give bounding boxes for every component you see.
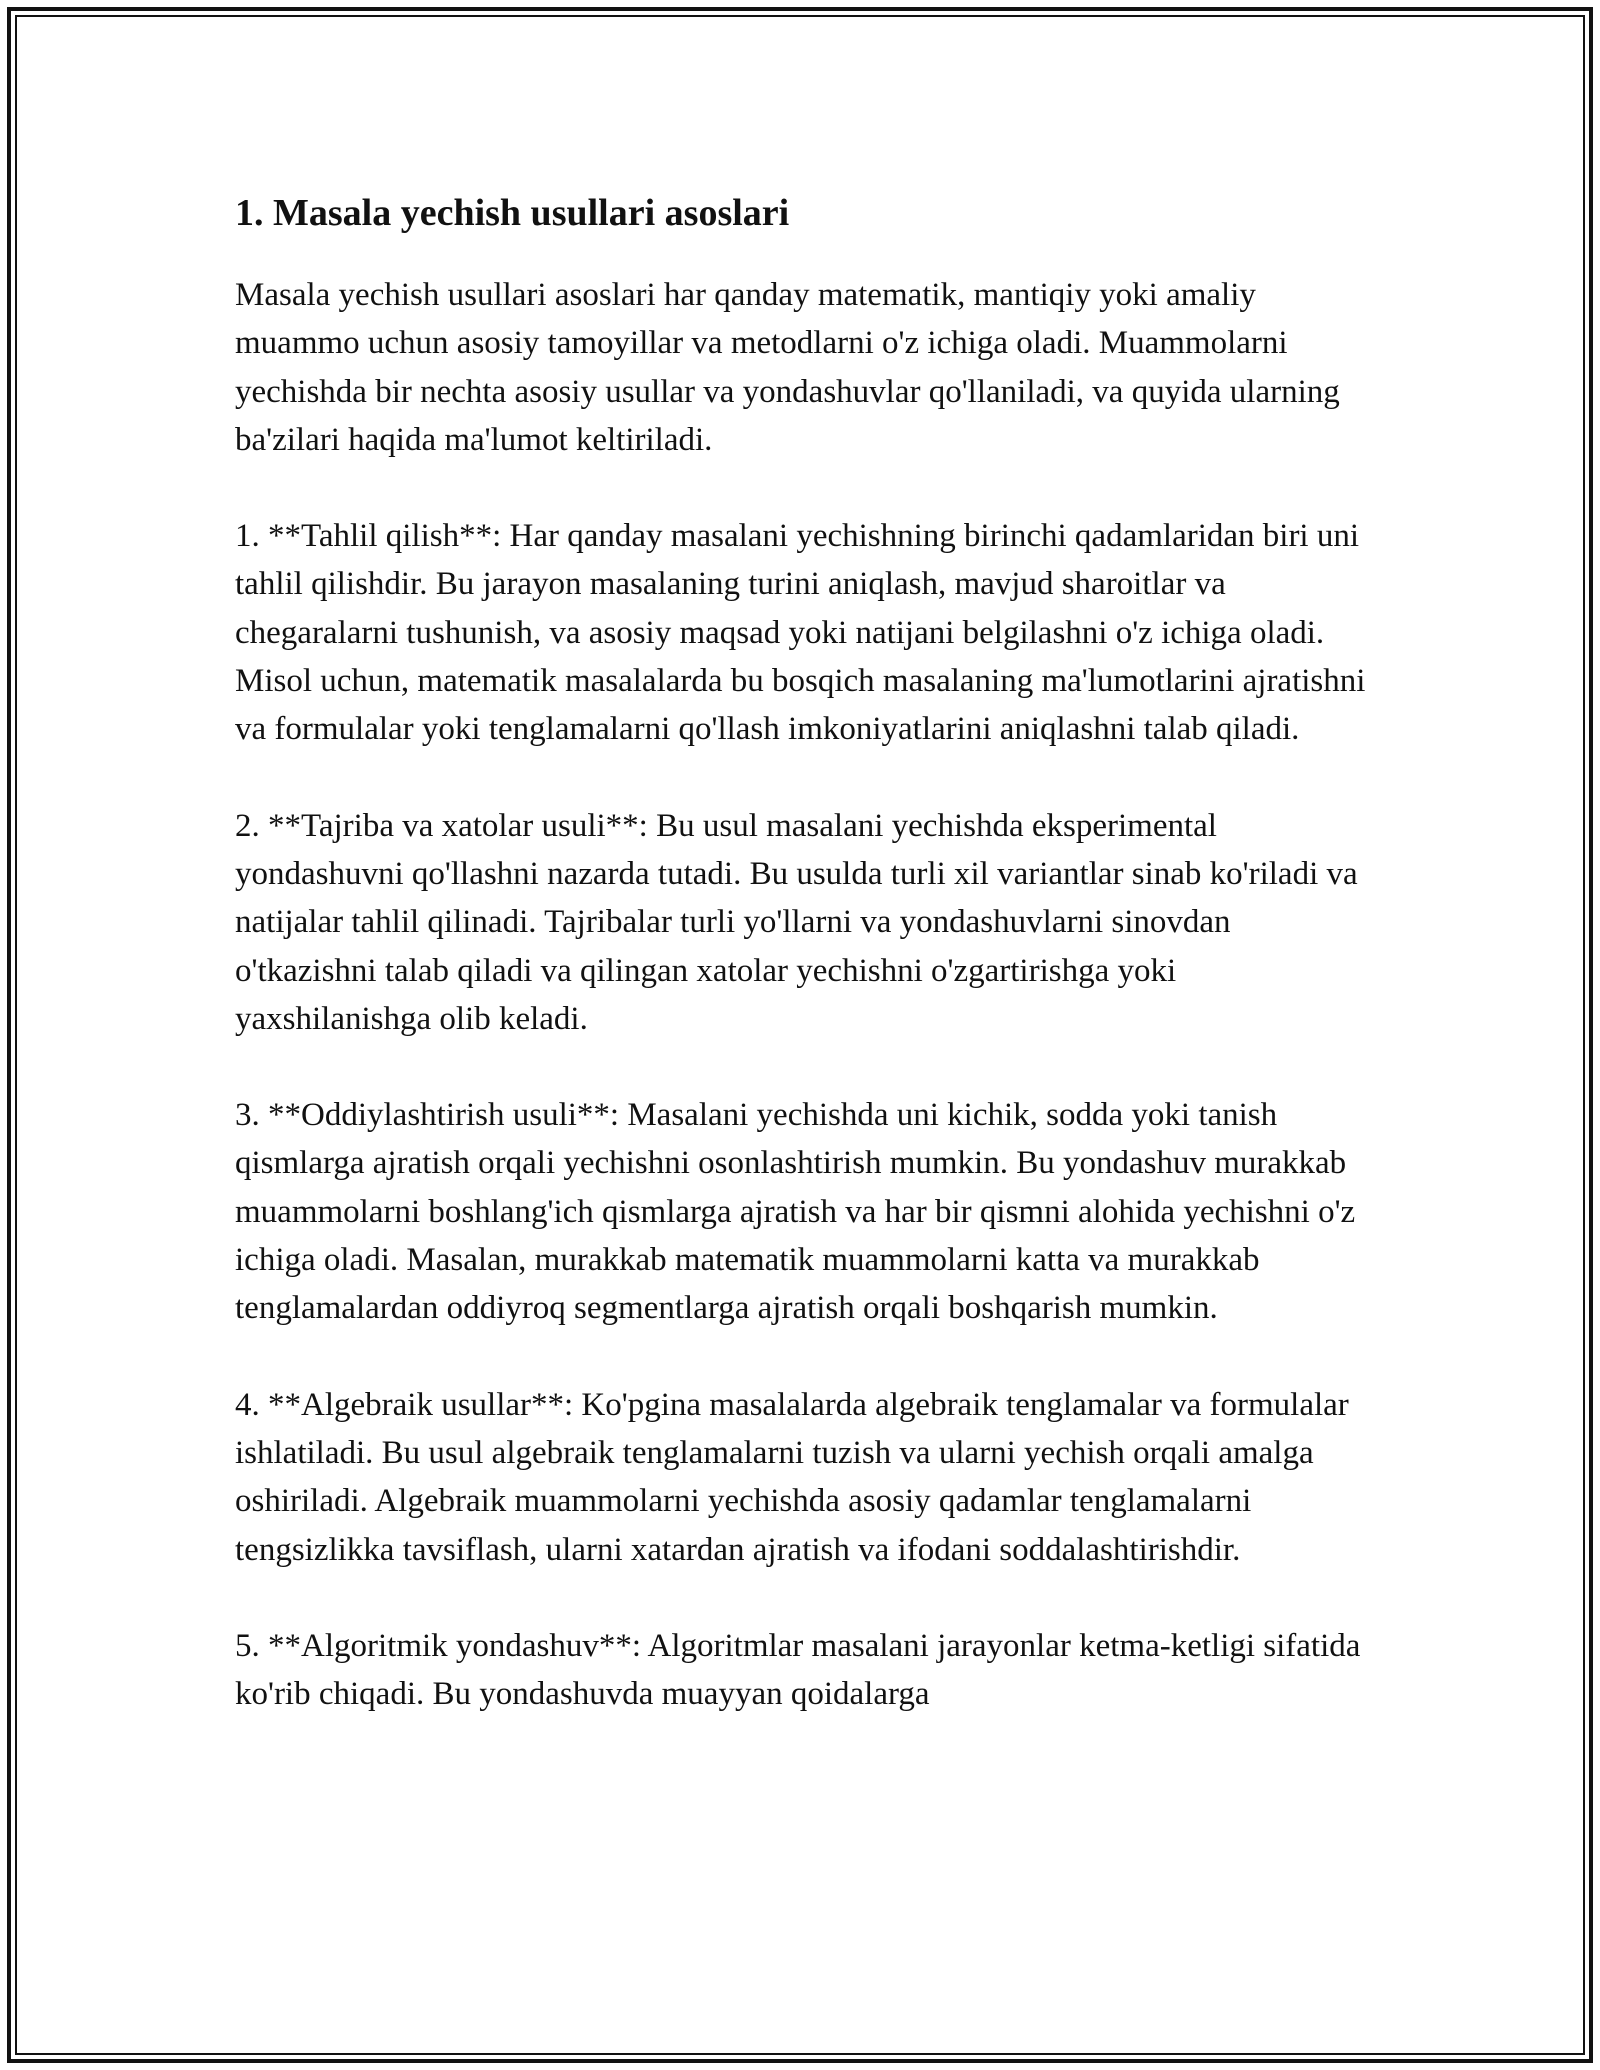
document-title: 1. Masala yechish usullari asoslari xyxy=(235,192,790,234)
document-body xyxy=(235,185,1375,1718)
intro-paragraph: Masala yechish usullari asoslari har qanday matematik, mantiqiy yoki amaliy muammo uchun asosiy tamoyillar va metodlarni o'z ichiga oladi. Muammolarni yechishda bir nechta asosiy usullar va yondashuvlar qo'llaniladi, va quyida ularning ba'zilari haqida ma'lumot keltiriladi. xyxy=(235,277,1340,458)
list-item-tahlil-qilish: 1. **Tahlil qilish**: Har qanday masalani yechishning birinchi qadamlaridan biri uni tahlil qilishdir. Bu jarayon masalaning turini aniqlash, mavjud sharoitlar va chegaralarni tushunish, va asosiy maqsad yoki natijani belgilashni o'z ichiga oladi. Misol uchun, matematik masalalarda bu bosqich masalaning ma'lumotlarini ajratishni va formulalar yoki tenglamalarni qo'llash imkoniyatlarini aniqlashni talab qiladi. xyxy=(235,518,1366,748)
list-item-algoritmik-yondashuv: 5. **Algoritmik yondashuv**: Algoritmlar masalani jarayonlar ketma-ketligi sifatida ko'rib chiqadi. Bu yondashuvda muayyan qoidalarga xyxy=(235,1627,1361,1713)
list-item-oddiylashtirish: 3. **Oddiylashtirish usuli**: Masalani yechishda uni kichik, sodda yoki tanish qismlarga ajratish orqali yechishni osonlashtirish mumkin. Bu yondashuv murakkab muammolarni boshlang'ich qismlarga ajratish va har bir qismni alohida yechishni o'z ichiga oladi. Masalan, murakkab matematik muammolarni katta va murakkab tenglamalardan oddiyroq segmentlarga ajratish orqali boshqarish mumkin. xyxy=(235,1097,1356,1327)
list-item-algebraik-usullar: 4. **Algebraik usullar**: Ko'pgina masalalarda algebraik tenglamalar va formulalar ishlatiladi. Bu usul algebraik tenglamalarni tuzish va ularni yechish orqali amalga oshiriladi. Algebraik muammolarni yechishda asosiy qadamlar tenglamalarni tengsizlikka tavsiflash, ularni xatardan ajratish va ifodani soddalashtirishdir. xyxy=(235,1386,1349,1568)
list-item-tajriba-va-xatolar: 2. **Tajriba va xatolar usuli**: Bu usul masalani yechishda eksperimental yondashuvni qo'llashni nazarda tutadi. Bu usulda turli xil variantlar sinab ko'riladi va natijalar tahlil qilinadi. Tajribalar turli yo'llarni va yondashuvlarni sinovdan o'tkazishni talab qiladi va qilingan xatolar yechishni o'zgartirishga yoki yaxshilanishga olib keladi. xyxy=(235,807,1358,1037)
